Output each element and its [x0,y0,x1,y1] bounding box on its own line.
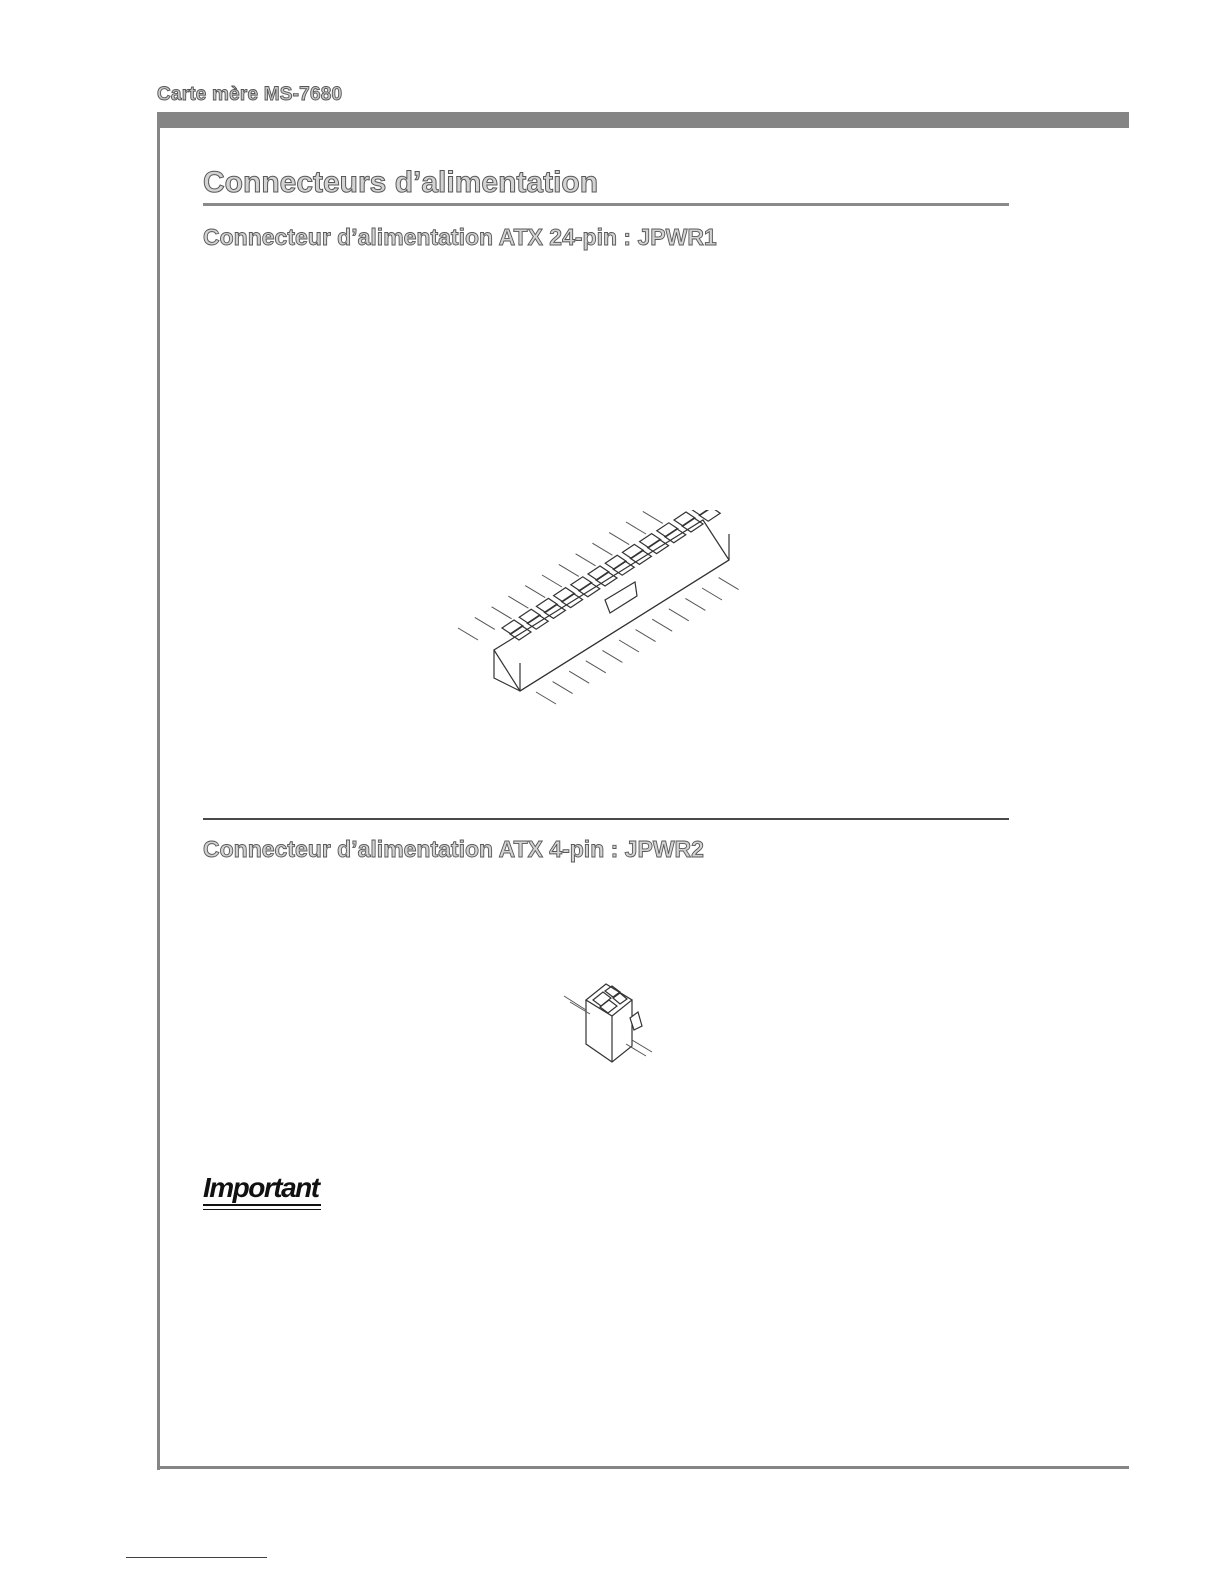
section-title-rule [203,203,1009,206]
pin-lead-line [619,640,639,652]
bottom-border-rule [157,1466,1129,1469]
pin-lead-line [492,607,512,619]
connector-pin [691,510,712,515]
header-band [157,112,1129,128]
pin-lead-line [586,661,606,673]
jpwr1-heading: Connecteur d’alimentation ATX 24-pin : JPWR1 [203,224,717,250]
pin-lead-line [626,522,646,534]
pin-lead-line [592,543,612,555]
atx-24-pin-connector-icon [450,510,770,710]
pin-lead-line [602,650,622,662]
pin-lead-line [643,511,663,523]
pin-lead-line [508,596,528,608]
section-title: Connecteurs d’alimentation [203,166,599,199]
section-divider [203,818,1009,820]
atx-4-pin-connector-icon [560,978,680,1068]
pin-lead-line [719,578,739,590]
important-underline-thin [203,1209,321,1210]
important-underline [203,1204,321,1206]
jpwr2-heading: Connecteur d’alimentation ATX 4-pin : JPWR2 [203,836,704,862]
pin-lead-line [525,586,545,598]
footer-link-rule[interactable] [126,1557,267,1558]
pin-lead-line [569,671,589,683]
pin-lead-line [536,692,556,704]
document-header-label: Carte mère MS-7680 [157,84,343,105]
left-border-rule [157,112,160,1470]
pin-lead-line [636,630,656,642]
pin-lead-line [609,533,629,545]
important-heading: Important [203,1172,319,1203]
pin-lead-line [576,554,596,566]
pin-lead-line [458,628,478,640]
pin-lead-line [542,575,562,587]
pin-lead-line [685,598,705,610]
pin-lead-line [669,609,689,621]
pin-lead-line [702,588,722,600]
pin-lead-line [475,617,495,629]
connector-pin [699,510,720,521]
pin-lead-line [559,564,579,576]
pin-lead-line [553,682,573,694]
pin-lead-line [652,619,672,631]
